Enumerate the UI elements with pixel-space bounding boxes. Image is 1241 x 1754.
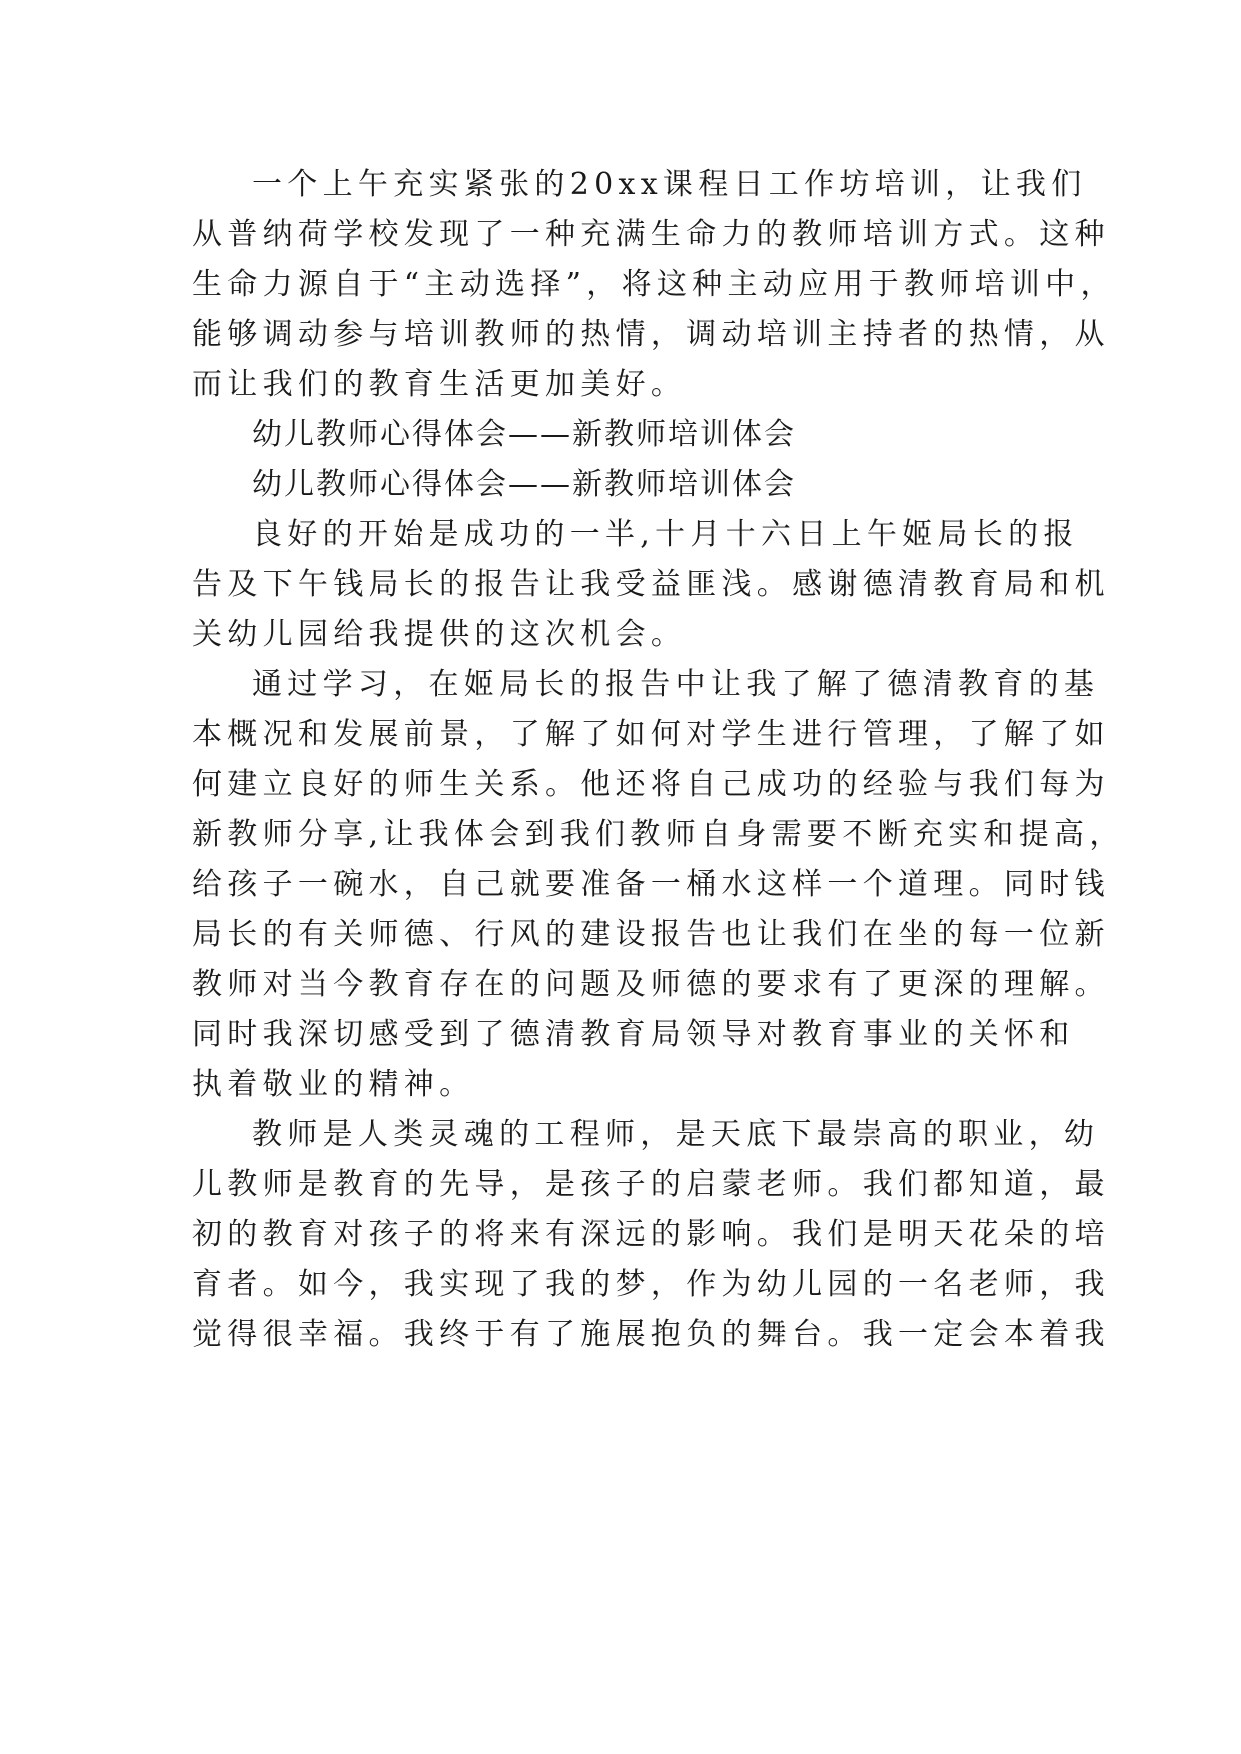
text-line: 何建立良好的师生关系。他还将自己成功的经验与我们每为 — [192, 767, 1110, 802]
paragraph — [192, 160, 1116, 410]
text-line: 初的教育对孩子的将来有深远的影响。我们是明天花朵的培 — [192, 1217, 1110, 1252]
text-line: 本概况和发展前景，了解了如何对学生进行管理，了解了如 — [192, 717, 1110, 752]
text-line: 生命力源自于“主动选择”，将这种主动应用于教师培训中， — [192, 267, 1116, 302]
text-line: 教师是人类灵魂的工程师，是天底下最崇高的职业，幼 — [252, 1117, 1100, 1152]
text-line: 通过学习，在姬局长的报告中让我了解了德清教育的基 — [252, 667, 1100, 702]
text-line: 从普纳荷学校发现了一种充满生命力的教师培训方式。这种 — [192, 217, 1110, 252]
text-line: 育者。如今，我实现了我的梦，作为幼儿园的一名老师，我 — [192, 1267, 1110, 1302]
paragraph — [192, 660, 1125, 1110]
text-line: 执着敬业的精神。 — [192, 1067, 475, 1102]
text-line: 关幼儿园给我提供的这次机会。 — [192, 617, 687, 652]
text-line: 告及下午钱局长的报告让我受益匪浅。感谢德清教育局和机 — [192, 567, 1110, 602]
section-heading: 幼儿教师心得体会——新教师培训体会 — [252, 467, 796, 502]
document-body — [192, 160, 1125, 1360]
paragraph — [192, 510, 1110, 660]
text-line: 教师对当今教育存在的问题及师德的要求有了更深的理解。 — [192, 967, 1110, 1002]
text-line: 觉得很幸福。我终于有了施展抱负的舞台。我一定会本着我 — [192, 1317, 1110, 1352]
text-line: 给孩子一碗水，自己就要准备一桶水这样一个道理。同时钱 — [192, 867, 1110, 902]
text-line: 儿教师是教育的先导，是孩子的启蒙老师。我们都知道，最 — [192, 1167, 1110, 1202]
text-line: 新教师分享,让我体会到我们教师自身需要不断充实和提高， — [192, 817, 1125, 852]
text-line: 而让我们的教育生活更加美好。 — [192, 367, 687, 402]
text-line: 一个上午充实紧张的20xx课程日工作坊培训，让我们 — [252, 167, 1087, 202]
text-line: 同时我深切感受到了德清教育局领导对教育事业的关怀和 — [192, 1017, 1075, 1052]
text-line: 良好的开始是成功的一半,十月十六日上午姬局长的报 — [252, 517, 1079, 552]
paragraph — [192, 1110, 1110, 1360]
text-line: 局长的有关师德、行风的建设报告也让我们在坐的每一位新 — [192, 917, 1110, 952]
section-heading: 幼儿教师心得体会——新教师培训体会 — [252, 417, 796, 452]
text-line: 能够调动参与培训教师的热情，调动培训主持者的热情，从 — [192, 317, 1110, 352]
